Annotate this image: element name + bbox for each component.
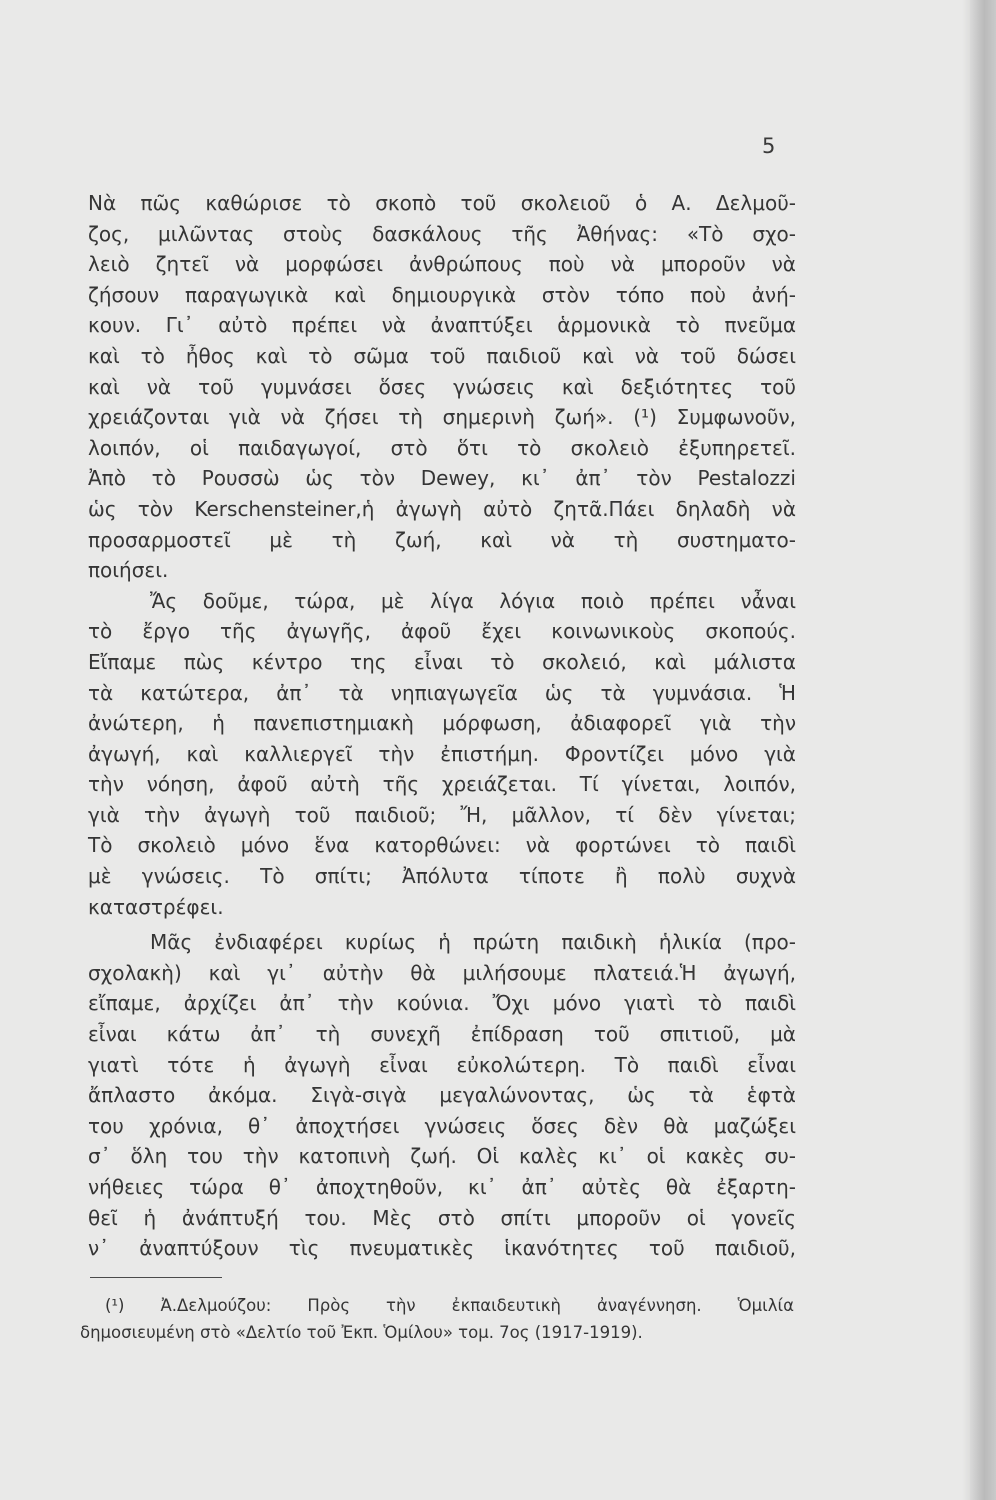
text-line: ἀγωγή, καὶ καλλιεργεῖ τὴν ἐπιστήμη. Φροντίζει μόνο γιὰ — [88, 741, 796, 766]
text-line: του χρόνια, θ᾽ ἀποχτήσει γνώσεις ὅσες δὲν θὰ μαζώξει — [88, 1113, 796, 1138]
page-number: 5 — [762, 134, 776, 158]
footnote-line: (¹) Ἀ.Δελμούζου: Πρὸς τὴν ἐκπαιδευτικὴ ἀναγέννηση. Ὁμιλία — [105, 1296, 794, 1315]
footnote-rule — [90, 1277, 222, 1278]
text-line: ἄπλαστο ἀκόμα. Σιγὰ-σιγὰ μεγαλώνοντας, ὡς τὰ ἑφτὰ — [88, 1083, 796, 1108]
text-line: θεῖ ἡ ἀνάπτυξή του. Μὲς στὸ σπίτι μποροῦν οἱ γονεῖς — [88, 1205, 796, 1230]
text-line: μὲ γνώσεις. Τὸ σπίτι; Ἀπόλυτα τίποτε ἢ πολὺ συχνὰ — [88, 864, 796, 889]
text-line: Νὰ πῶς καθώρισε τὸ σκοπὸ τοῦ σκολειοῦ ὁ Α. Δελμοῦ- — [88, 191, 796, 215]
paragraph — [88, 188, 796, 586]
text-line: ποιήσει. — [88, 558, 169, 583]
text-line: σ᾽ ὅλη του τὴν κατοπινὴ ζωή. Οἱ καλὲς κι᾽ οἱ κακὲς συ- — [88, 1144, 796, 1169]
text-line: Τὸ σκολειὸ μόνο ἕνα κατορθώνει: νὰ φορτώνει τὸ παιδὶ — [88, 833, 796, 858]
text-line: τὸ ἔργο τῆς ἀγωγῆς, ἀφοῦ ἔχει κοινωνικοὺς σκοπούς. — [88, 619, 796, 644]
body-text — [88, 188, 796, 1264]
text-line: Μᾶς ἐνδιαφέρει κυρίως ἡ πρώτη παιδικὴ ἡλικία (προ- — [150, 930, 796, 955]
text-line: γιατὶ τότε ἡ ἀγωγὴ εἶναι εὐκολώτερη. Τὸ παιδὶ εἶναι — [88, 1052, 796, 1077]
scan-edge-shadow — [962, 0, 970, 1500]
text-line: προσαρμοστεῖ μὲ τὴ ζωή, καὶ νὰ τὴ συστηματο- — [88, 527, 796, 552]
text-line: τὰ κατώτερα, ἀπ᾽ τὰ νηπιαγωγεῖα ὡς τὰ γυμνάσια. Ἡ — [88, 680, 796, 705]
text-line: καὶ νὰ τοῦ γυμνάσει ὅσες γνώσεις καὶ δεξιότητες τοῦ — [88, 374, 796, 399]
text-line: καὶ τὸ ἦθος καὶ τὸ σῶμα τοῦ παιδιοῦ καὶ νὰ τοῦ δώσει — [88, 343, 796, 368]
text-line: εἴπαμε, ἀρχίζει ἀπ᾽ τὴν κούνια. Ὄχι μόνο γιατὶ τὸ παιδὶ — [88, 991, 796, 1016]
text-line: γιὰ τὴν ἀγωγὴ τοῦ παιδιοῦ; Ἤ, μᾶλλον, τί δὲν γίνεται; — [88, 802, 796, 827]
text-line: Ἀπὸ τὸ Ρουσσὼ ὡς τὸν Dewey, κι᾽ ἀπ᾽ τὸν Pestalozzi — [88, 466, 796, 491]
text-line: χρειάζονται γιὰ νὰ ζήσει τὴ σημερινὴ ζωή». (¹) Συμφωνοῦν, — [88, 405, 796, 430]
text-line: Εἴπαμε πὼς κέντρο της εἶναι τὸ σκολειό, καὶ μάλιστα — [88, 649, 796, 674]
text-line: ζος, μιλῶντας στοὺς δασκάλους τῆς Ἀθήνας: «Τὸ σχο- — [88, 221, 796, 246]
text-line: ὡς τὸν Kerschensteiner,ἡ ἀγωγὴ αὐτὸ ζητᾶ.Πάει δηλαδὴ νὰ — [88, 496, 796, 521]
text-line: ἀνώτερη, ἡ πανεπιστημιακὴ μόρφωση, ἀδιαφορεῖ γιὰ τὴν — [88, 711, 796, 736]
text-line: λοιπόν, οἱ παιδαγωγοί, στὸ ὅτι τὸ σκολειὸ ἐξυπηρετεῖ. — [88, 435, 796, 460]
paragraph — [88, 927, 796, 1264]
paragraph — [88, 586, 796, 923]
text-line: ζήσουν παραγωγικὰ καὶ δημιουργικὰ στὸν τόπο ποὺ ἀνή- — [88, 282, 796, 307]
footnotes — [80, 1292, 794, 1346]
scan-page-edge — [970, 0, 996, 1500]
text-line: λειὸ ζητεῖ νὰ μορφώσει ἀνθρώπους ποὺ νὰ μποροῦν νὰ — [88, 252, 796, 277]
footnote-line: δημοσιευμένη στὸ «Δελτίο τοῦ Ἐκπ. Ὁμίλου» τομ. 7ος (1917-1919). — [80, 1323, 643, 1342]
text-line: σχολακὴ) καὶ γι᾽ αὐτὴν θὰ μιλήσουμε πλατειά.Ἡ ἀγωγή, — [88, 960, 796, 985]
text-line: τὴν νόηση, ἀφοῦ αὐτὴ τῆς χρειάζεται. Τί γίνεται, λοιπόν, — [88, 772, 796, 797]
text-line: καταστρέφει. — [88, 894, 224, 919]
text-line: Ἄς δοῦμε, τώρα, μὲ λίγα λόγια ποιὸ πρέπει νἆναι — [150, 588, 796, 613]
text-line: κουν. Γι᾽ αὐτὸ πρέπει νὰ ἀναπτύξει ἁρμονικὰ τὸ πνεῦμα — [88, 313, 796, 338]
text-line: νήθειες τώρα θ᾽ ἀποχτηθοῦν, κι᾽ ἀπ᾽ αὐτὲς θὰ ἐξαρτη- — [88, 1175, 796, 1199]
text-line: εἶναι κάτω ἀπ᾽ τὴ συνεχῆ ἐπίδραση τοῦ σπιτιοῦ, μὰ — [88, 1022, 796, 1047]
text-line: ν᾽ ἀναπτύξουν τὶς πνευματικὲς ἱκανότητες τοῦ παιδιοῦ, — [88, 1236, 796, 1261]
